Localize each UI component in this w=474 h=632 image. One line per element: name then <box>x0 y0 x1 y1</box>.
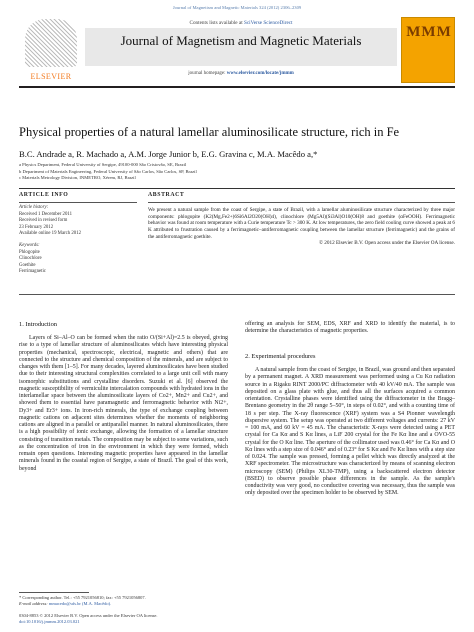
paragraph: A natural sample from the coast of Sergipe, in Brazil, was ground and then separated by a permanent magnet. A XRD measurement was performed using a Cu Kα radiation source in a Rigaku RINT 2000/PC diffractometer with 40 kV/40 mA. The sample was deposited on a glass plate with glue, and thus all the surfaces acquired a common orientation. Crystalline phases were identified using the diffractometer in the Bragg–Brentano geometry in the 2θ range 5–50°, in steps of 0.02°, and with a counting time of 18 s per step. The X-ray fluorescence (XRF) system was a S4 Pionner wavelength dispersive system. The setup was operated at two different voltages and currents: 27 kV = 100 mA, and 60 kV = 45 mA. The characteristic X-rays were detected using a PET crystal for Ca Kα and S Kα lines, a LiF 200 crystal for the Fe Kα line and a OVO-55 crystal for the O Kα line. The aperture of the collimator used was 0.46° for Ca Kα and O Kα lines with a step size of 0.046° and of 0.23° for S Kα and Fe Kα lines with a step size of 0.024. The sample was pressed, forming a pellet which was directly analyzed at the XRF spectrometer. The microstructure was characterized by means of scanning electron microscopy (SEM) (Philips XL30-TMP), using a backscattered electron detector (BSED) to observe possible phase differences in the sample. As the sample's conductivity was very good, no conductive covering was necessary, thus the sample was only deposited over the specimen holder to be observed by SEM. <box>245 367 455 497</box>
publisher-name: ELSEVIER <box>30 72 72 81</box>
banner-divider <box>19 86 455 88</box>
history-received: Received 1 December 2011 <box>19 211 72 217</box>
abstract-copyright: © 2012 Elsevier B.V. Open access under the Elsevier OA license. <box>319 240 455 247</box>
introduction-text <box>19 335 228 473</box>
cover-logo-letters: MMM <box>406 24 452 40</box>
abstract-rule <box>148 202 455 203</box>
keywords <box>19 243 137 276</box>
footer-publication-info <box>19 613 319 625</box>
header-divider <box>19 188 455 189</box>
article-history <box>19 205 137 238</box>
homepage-link[interactable]: www.elsevier.com/locate/jmmm <box>226 71 294 76</box>
affiliations <box>19 162 455 182</box>
affiliation-c: c Materials Metrology Division, INMETRO, Xérem, RJ, Brazil <box>19 175 136 181</box>
footnotes <box>19 595 239 607</box>
journal-cover-image <box>401 17 455 83</box>
doi-link[interactable]: doi:10.1016/j.jmmm.2012.03.021 <box>19 619 80 624</box>
history-revised: Received in revised form <box>19 218 68 223</box>
paragraph: Layers of Si–Al–O can be formed when the ratio O/(Si+Al)=2.5 is obeyed, giving rise to a type of lamellar structure of aluminosilicates which have interesting physical properties (mechanical, spectroscopic, electrical, magnetic and others) that are connected to the structure and chemical composition of the minerals, and are subject to changes with them [1–5]. For many decades, layered aluminosilicates have been studied due to their interesting structural complexities correlated to a large unit cell with many isomorphic substitutions and crystalline disorders. Suzuki et al. [6] observed the magnetic susceptibility of vermiculite intercalation compounds with hydrated ions in the interlamellar space between the aluminosilicate layers of Co2+, Mn2+ and Cu2+, and showed them to essential have paramagnetic and ferromagnetic behavior with Ni2+, Dy3+ and Er3+ ions. In iron-rich minerals, the type of exchange coupling between magnetic cations on adjacent sites determines whether the moments of neighboring cations are aligned in a parallel or antiparallel manner. In natural aluminosilicates, there is a high possibility of ionic exchange, allowing the formation of a lamellar structure consisting of transition metals. The composition may be subject to some variations, such as the concentration of iron in the environment in which they were formed, which remain open questions. Interesting magnetic properties have appeared in the lamellar minerals found in the coastal region of Sergipe, a state of Brazil. The goal of this work, beyond <box>19 335 228 472</box>
history-revised-date: 23 February 2012 <box>19 224 54 230</box>
corresponding-author: * Corresponding author. Tel.: +55 7921056810; fax: +55 7921056807. <box>19 595 146 600</box>
experimental-text <box>245 367 455 498</box>
elsevier-logo <box>19 17 83 83</box>
abstract-body <box>148 207 455 247</box>
article-info-heading: ARTICLE INFO <box>19 192 69 198</box>
email-line <box>19 601 239 607</box>
abstract-text: We present a natural sample from the coast of Sergipe, a state of Brazil, with a lamellar aluminosilicate structure characterized by three major components: phlogopite (K2(Mg,Fe2+)6Si6Al2O20(OH)4), clinochlore (Mg5Al)(Si3Al)O10(OH)8 and goethite (αFeOOH). Ferrimagnetic behavior was found at room temperature with a Curie temperature Tc > 300 K. At low temperatures, the zero field cooling curve showed a peak at 6 K attributed to frustration caused by a ferrimagnetic–antiferromagnetic coupling between the lamellar structure (ferrimagnetic) and the grains of the antiferromagnetic goethite. <box>148 207 455 240</box>
banner-center <box>85 17 397 83</box>
sciencedirect-link[interactable]: SciVerse ScienceDirect <box>243 20 293 26</box>
journal-banner <box>19 17 455 83</box>
article-title: Physical properties of a natural lamellar aluminosilicate structure, rich in Fe <box>19 125 400 139</box>
footnote-rule <box>19 592 89 593</box>
section-heading-experimental: 2. Experimental procedures <box>245 353 316 360</box>
affiliation-a: a Physics Department, Federal University of Sergipe, 49100-000 São Cristovão, SE, Brazil <box>19 162 187 167</box>
keyword: Ferrimagnetic <box>19 269 46 274</box>
paragraph: offering an analysis for SEM, EDS, XRF and XRD to identify the material, is to determine the characteristics of magnetic properties. <box>245 321 455 335</box>
affiliation-b: b Department of Materials Engineering, Federal University of São Carlos, São Carlos, SP, Brazil <box>19 168 197 174</box>
email-link[interactable]: mmacedo@ufs.br (M.A. Macêdo). <box>48 601 112 606</box>
journal-title: Journal of Magnetism and Magnetic Materials <box>120 33 362 48</box>
journal-homepage <box>85 71 397 76</box>
elsevier-tree-icon <box>25 19 77 67</box>
keywords-label: Keywords: <box>19 243 40 248</box>
author-list: B.C. Andrade a, R. Machado a, A.M. Jorge Junior b, E.G. Gravina c, M.A. Macêdo a,* <box>19 149 318 159</box>
contents-line <box>85 20 397 26</box>
abstract-bottom-rule <box>19 294 455 295</box>
article-info-rule <box>19 202 137 203</box>
right-column-continuation <box>245 321 455 336</box>
history-label: Article history: <box>19 205 49 210</box>
keyword: Clinochlore <box>19 256 42 261</box>
homepage-prefix: journal homepage: <box>188 71 226 76</box>
contents-prefix: Contents lists available at <box>189 20 243 26</box>
email-label: E-mail address: <box>19 601 48 606</box>
keyword: Phlogopite <box>19 249 40 255</box>
running-head: Journal of Magnetism and Magnetic Materials 324 (2012) 2306–2309 <box>172 5 302 10</box>
section-heading-introduction: 1. Introduction <box>19 321 57 328</box>
issn-line: 0304-8853 © 2012 Elsevier B.V. Open access under the Elsevier OA license. <box>19 613 158 618</box>
history-online: Available online 19 March 2012 <box>19 231 81 236</box>
keyword: Goethite <box>19 262 36 268</box>
abstract-heading: ABSTRACT <box>148 192 185 198</box>
